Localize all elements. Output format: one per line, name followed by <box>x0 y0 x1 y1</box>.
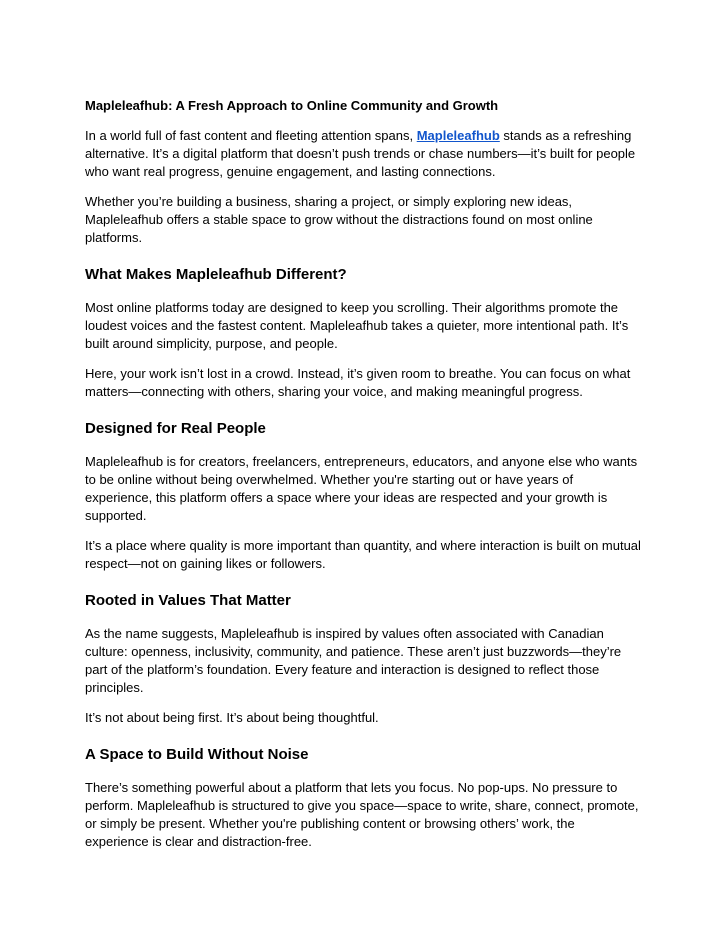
document-body <box>85 97 641 863</box>
section-different-paragraph-1: Most online platforms today are designed to keep you scrolling. Their algorithms promote the loudest voices and the fastest content. Mapleleafhub takes a quieter, more intentional path. It’s built around simplicity, purpose, and people. <box>85 300 629 351</box>
intro-paragraph-1 <box>85 127 641 181</box>
intro-paragraph-2: Whether you’re building a business, sharing a project, or simply exploring new ideas, Mapleleafhub offers a stable space to grow without the distractions found on most online platforms. <box>85 194 593 245</box>
section-heading-different: What Makes Mapleleafhub Different? <box>85 266 347 283</box>
section-real-people-paragraph-2: It’s a place where quality is more important than quantity, and where interaction is built on mutual respect—not on gaining likes or followers. <box>85 538 641 571</box>
section-heading-values: Rooted in Values That Matter <box>85 592 291 609</box>
section-space-paragraph-1: There’s something powerful about a platform that lets you focus. No pop-ups. No pressure to perform. Mapleleafhub is structured to give you space—space to write, share, connect, promote, or simply be present. Whether you're publishing content or browsing others’ work, the experience is clear and distraction-free. <box>85 780 639 849</box>
document-title: Mapleleafhub: A Fresh Approach to Online Community and Growth <box>85 98 499 113</box>
section-different-paragraph-2: Here, your work isn’t lost in a crowd. Instead, it’s given room to breathe. You can focus on what matters—connecting with others, sharing your voice, and making meaningful progress. <box>85 366 631 399</box>
mapleleafhub-link[interactable]: Mapleleafhub <box>416 128 500 143</box>
section-heading-real-people: Designed for Real People <box>85 420 266 437</box>
section-real-people-paragraph-1: Mapleleafhub is for creators, freelancers, entrepreneurs, educators, and anyone else who wants to be online without being overwhelmed. Whether you're starting out or have years of experience, this platform offers a space where your ideas are respected and your growth is supported. <box>85 454 638 523</box>
section-values-paragraph-1: As the name suggests, Mapleleafhub is inspired by values often associated with Canadian culture: openness, inclusivity, community, and patience. These aren’t just buzzwords—they’re part of the platform’s foundation. Every feature and interaction is designed to reflect those principles. <box>85 626 622 695</box>
section-values-paragraph-2: It’s not about being first. It’s about being thoughtful. <box>85 710 379 725</box>
intro-text-before-link: In a world full of fast content and fleeting attention spans, <box>85 128 417 143</box>
section-heading-space: A Space to Build Without Noise <box>85 746 309 763</box>
intro-text-after-link: stands as a refreshing alternative. It’s a digital platform that doesn’t push trends or chase numbers—it’s built for people who want real progress, genuine engagement, and lasting connections. <box>85 128 636 179</box>
